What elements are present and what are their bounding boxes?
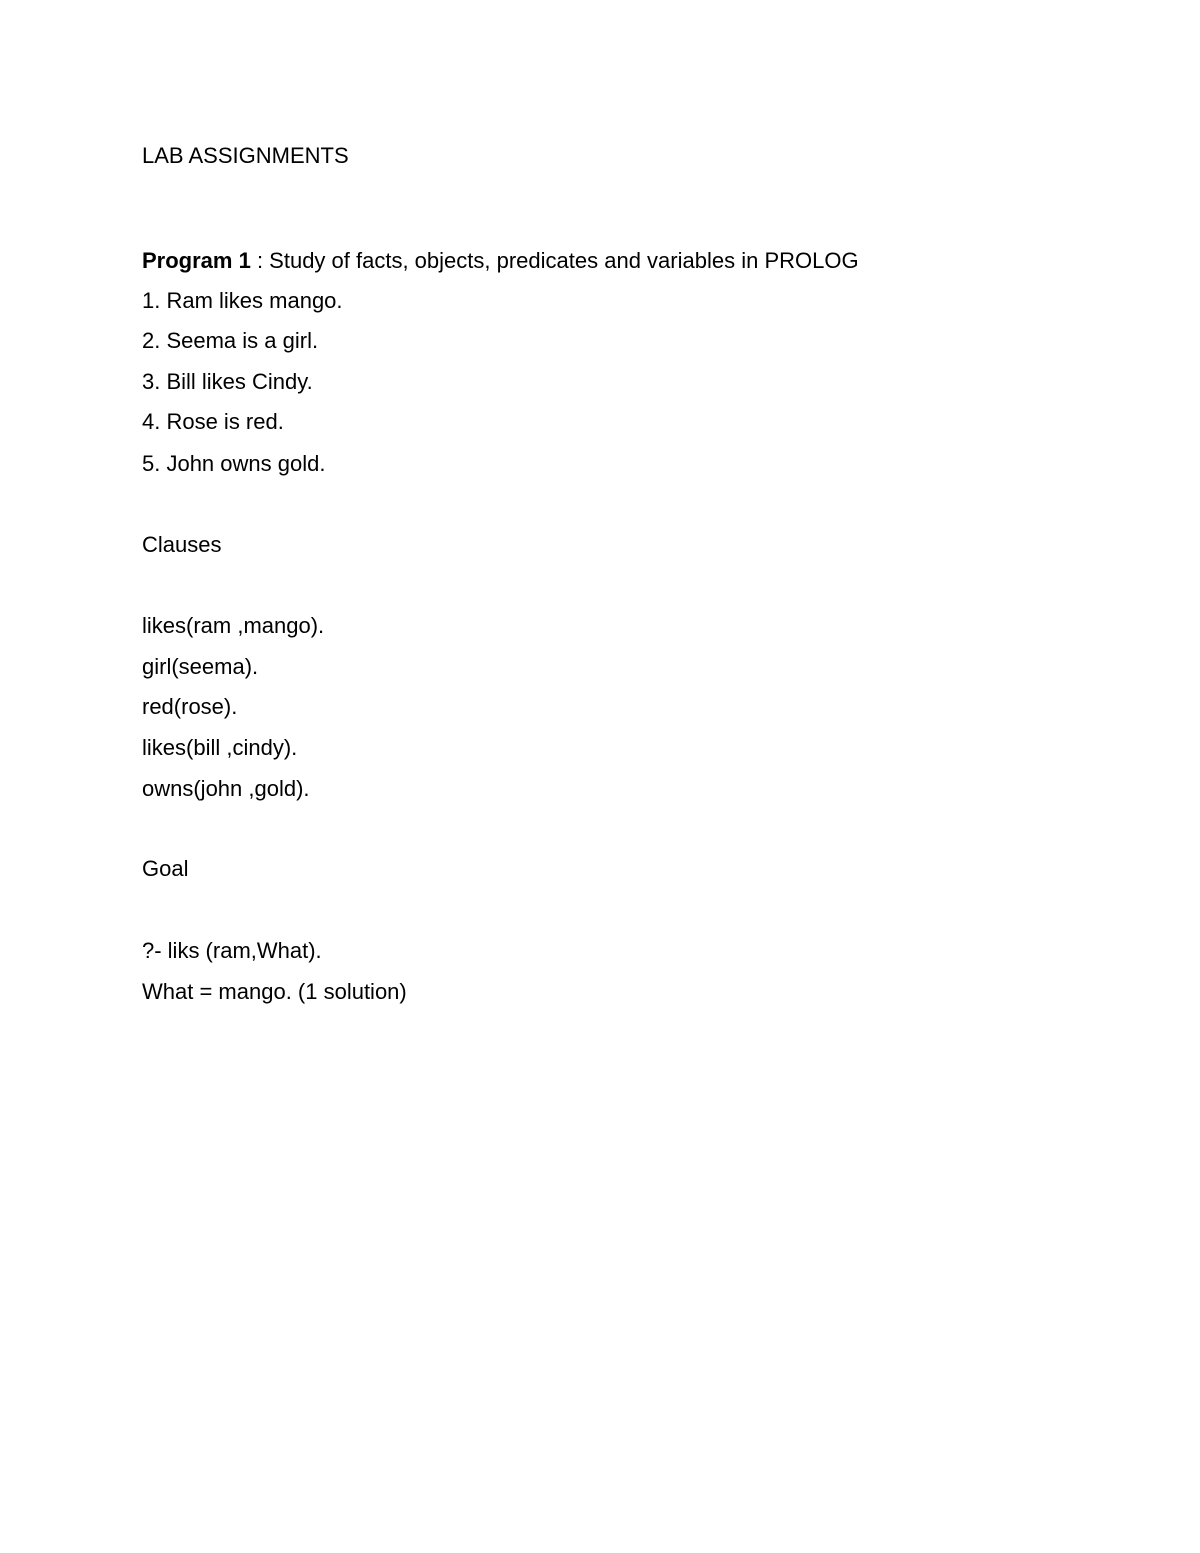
program-label: Program 1 <box>142 248 251 273</box>
statement-item: 3. Bill likes Cindy. <box>142 369 313 394</box>
program-heading <box>142 248 859 274</box>
statement-item: 2. Seema is a girl. <box>142 328 319 353</box>
goal-result: What = mango. (1 solution) <box>142 979 407 1004</box>
statement-item: 1. Ram likes mango. <box>142 288 343 313</box>
goal-heading: Goal <box>142 856 189 881</box>
document-title: LAB ASSIGNMENTS <box>142 143 349 168</box>
goal-query: ?- liks (ram,What). <box>142 938 322 963</box>
statement-item: 5. John owns gold. <box>142 451 326 476</box>
clause-line: likes(ram ,mango). <box>142 613 325 638</box>
clause-line: owns(john ,gold). <box>142 776 310 801</box>
clause-line: girl(seema). <box>142 654 259 679</box>
clause-line: red(rose). <box>142 694 238 719</box>
statement-item: 4. Rose is red. <box>142 409 284 434</box>
program-separator: : <box>250 248 270 273</box>
program-description: Study of facts, objects, predicates and variables in PROLOG <box>269 248 859 273</box>
clauses-heading: Clauses <box>142 532 222 557</box>
clause-line: likes(bill ,cindy). <box>142 735 298 760</box>
